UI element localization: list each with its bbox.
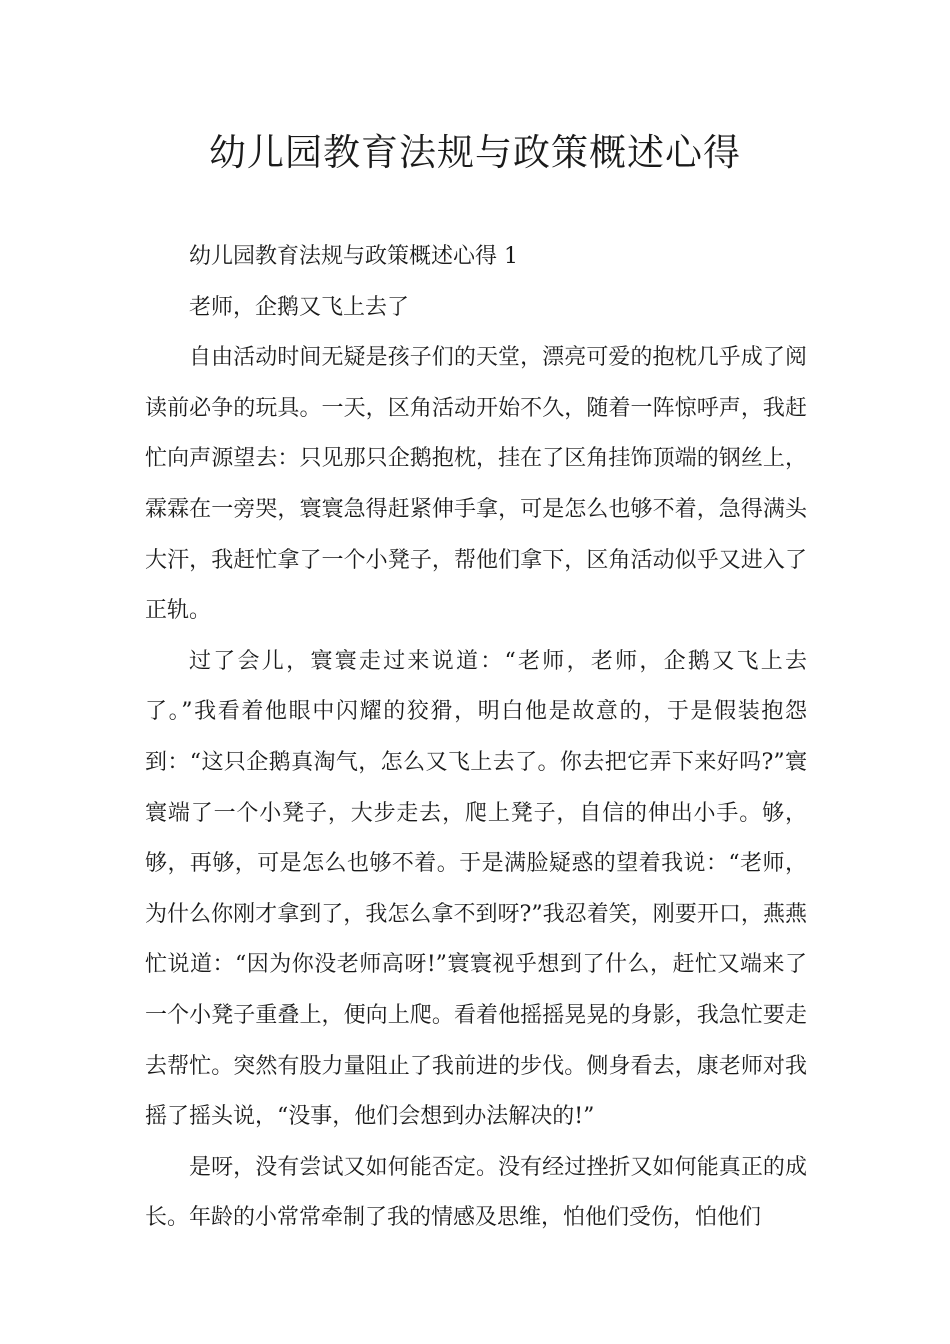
- body-paragraph: 过了会儿，寰寰走过来说道：“老师，老师，企鹅又飞上去了。”我看着他眼中闪耀的狡猾，明白他是故意的，于是假装抱怨到：“这只企鹅真淘气，怎么又飞上去了。你去把它弄下来好吗?”寰寰端了一个小凳子，大步走去，爬上凳子，自信的伸出小手。够，够，再够，可是怎么也够不着。于是满脸疑惑的望着我说：“老师，为什么你刚才拿到了，我怎么拿不到呀?”我忍着笑，刚要开口，燕燕忙说道：“因为你没老师高呀!”寰寰视乎想到了什么，赶忙又端来了一个小凳子重叠上，便向上爬。看着他摇摇晃晃的身影，我急忙要走去帮忙。突然有股力量阻止了我前进的步伐。侧身看去，康老师对我摇了摇头说，“没事，他们会想到办法解决的!”: [145, 648, 807, 1130]
- story-title: 老师，企鹅又飞上去了: [189, 294, 410, 320]
- document-body: [145, 232, 807, 1244]
- section-heading: 幼儿园教育法规与政策概述心得 1: [189, 244, 518, 269]
- document-title: 幼儿园教育法规与政策概述心得: [209, 131, 741, 174]
- body-paragraph: 是呀，没有尝试又如何能否定。没有经过挫折又如何能真正的成长。年龄的小常常牵制了我的情感及思维，怕他们受伤，怕他们: [145, 1154, 807, 1231]
- body-paragraph: 自由活动时间无疑是孩子们的天堂，漂亮可爱的抱枕几乎成了阅读前必争的玩具。一天，区角活动开始不久，随着一阵惊呼声，我赶忙向声源望去：只见那只企鹅抱枕，挂在了区角挂饰顶端的钢丝上，霖霖在一旁哭，寰寰急得赶紧伸手拿，可是怎么也够不着，急得满头大汗，我赶忙拿了一个小凳子，帮他们拿下，区角活动似乎又进入了正轨。: [145, 345, 807, 624]
